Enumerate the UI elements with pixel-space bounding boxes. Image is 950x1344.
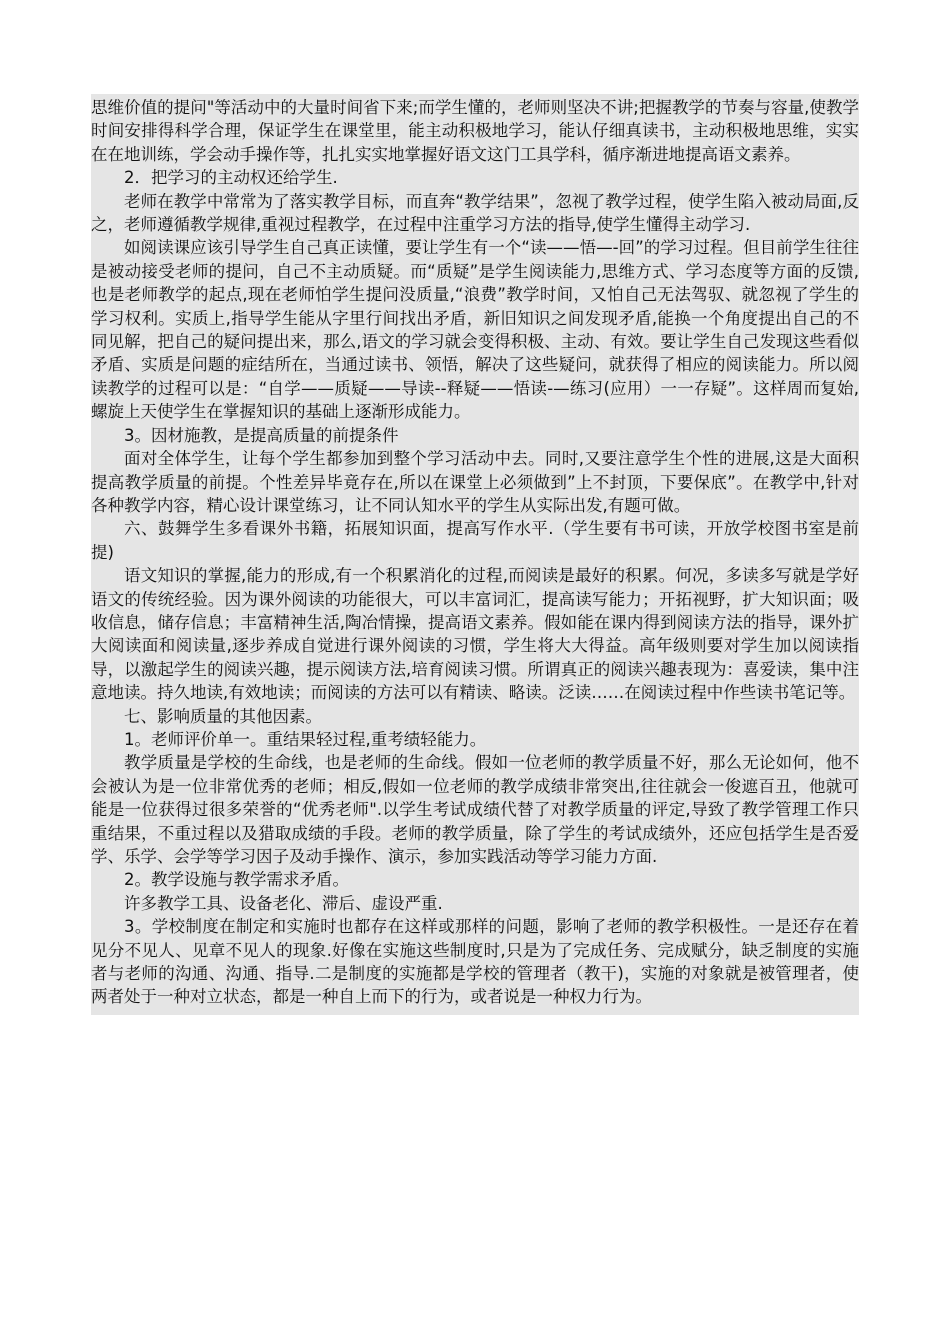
document-body <box>91 94 859 1015</box>
paragraph: 老师在教学中常常为了落实教学目标，而直奔“教学结果”，忽视了教学过程，使学生陷入被动局面,反之，老师遵循教学规律,重视过程教学，在过程中注重学习方法的指导,使学生懂得主动学习. <box>91 191 859 235</box>
paragraph-heading: 2。教学设施与教学需求矛盾。 <box>124 870 349 890</box>
paragraph: 教学质量是学校的生命线，也是老师的生命线。假如一位老师的教学质量不好，那么无论如何，他不会被认为是一位非常优秀的老师；相反,假如一位老师的教学成绩非常突出,往往就会一俊遮百丑，他就可能是一位获得过很多荣誉的“优秀老师".以学生考试成绩代替了对教学质量的评定,导致了教学管理工作只重结果，不重过程以及猎取成绩的手段。老师的教学质量，除了学生的考试成绩外，还应包括学生是否爱学、乐学、会学等学习因子及动手操作、演示，参加实践活动等学习能力方面. <box>91 753 859 866</box>
paragraph-heading: 3。因材施教，是提高质量的前提条件 <box>124 425 399 445</box>
paragraph: 语文知识的掌握,能力的形成,有一个积累消化的过程,而阅读是最好的积累。何况，多读多写就是学好语文的传统经验。因为课外阅读的功能很大，可以丰富词汇，提高读写能力；开拓视野，扩大知识面；吸收信息，储存信息；丰富精神生活,陶冶情操，提高语文素养。假如能在课内得到阅读方法的指导，课外扩大阅读面和阅读量,逐步养成自觉进行课外阅读的习惯，学生将大大得益。高年级则要对学生加以阅读指导，以激起学生的阅读兴趣，提示阅读方法,培育阅读习惯。所谓真正的阅读兴趣表现为：喜爱读，集中注意地读。持久地读,有效地读；而阅读的方法可以有精读、略读。泛读……在阅读过程中作些读书笔记等。 <box>91 566 859 703</box>
paragraph: 面对全体学生，让每个学生都参加到整个学习活动中去。同时,又要注意学生个性的进展,这是大面积提高教学质量的前提。个性差异毕竟存在,所以在课堂上必须做到”上不封顶，下要保底”。在教学中,针对各种教学内容，精心设计课堂练习，让不同认知水平的学生从实际出发,有题可做。 <box>91 449 859 515</box>
paragraph: 许多教学工具、设备老化、滞后、虚设严重. <box>124 893 443 913</box>
paragraph-heading: 1。老师评价单一。重结果轻过程,重考绩轻能力。 <box>124 729 487 749</box>
paragraph: 3。学校制度在制定和实施时也都存在这样或那样的问题，影响了老师的教学积极性。一是还存在着见分不见人、见章不见人的现象.好像在实施这些制度时,只是为了完成任务、完成赋分，缺乏制度的实施者与老师的沟通、沟通、指导.二是制度的实施都是学校的管理者（教干)，实施的对象就是被管理者，使两者处于一种对立状态，都是一种自上而下的行为，或者说是一种权力行为。 <box>91 917 859 1007</box>
paragraph: 如阅读课应该引导学生自己真正读懂，要让学生有一个“读——悟—-回”的学习过程。但目前学生往往是被动接受老师的提问，自己不主动质疑。而“质疑”是学生阅读能力,思维方式、学习态度等方面的反馈,也是老师教学的起点,现在老师怕学生提问没质量,“浪费”教学时间，又怕自己无法驾驭、就忽视了学生的学习权利。实质上,指导学生能从字里行间找出矛盾，新旧知识之间发现矛盾,能换一个角度提出自己的不同见解，把自己的疑问提出来，那么,语文的学习就会变得积极、主动、有效。要让学生自己发现这些看似矛盾、实质是问题的症结所在，当通过读书、领悟，解决了这些疑问，就获得了相应的阅读能力。所以阅读教学的过程可以是：“自学——质疑——导读--释疑——悟读-—练习(应用）一一存疑”。这样周而复始,螺旋上天使学生在掌握知识的基础上逐渐形成能力。 <box>91 238 859 422</box>
section-heading: 七、影响质量的其他因素。 <box>124 706 322 726</box>
section-heading: 六、鼓舞学生多看课外书籍，拓展知识面，提高写作水平.（学生要有书可读，开放学校图书室是前提) <box>91 519 859 562</box>
paragraph-heading: 2．把学习的主动权还给学生. <box>124 168 338 188</box>
paragraph: 思维价值的提问"等活动中的大量时间省下来;而学生懂的，老师则坚决不讲;把握教学的节奏与容量,使教学时间安排得科学合理，保证学生在课堂里，能主动积极地学习，能认仔细真读书，主动积极地思维，实实在在地训练，学会动手操作等，扎扎实实地掌握好语文这门工具学科，循序渐进地提高语文素养。 <box>91 98 859 164</box>
